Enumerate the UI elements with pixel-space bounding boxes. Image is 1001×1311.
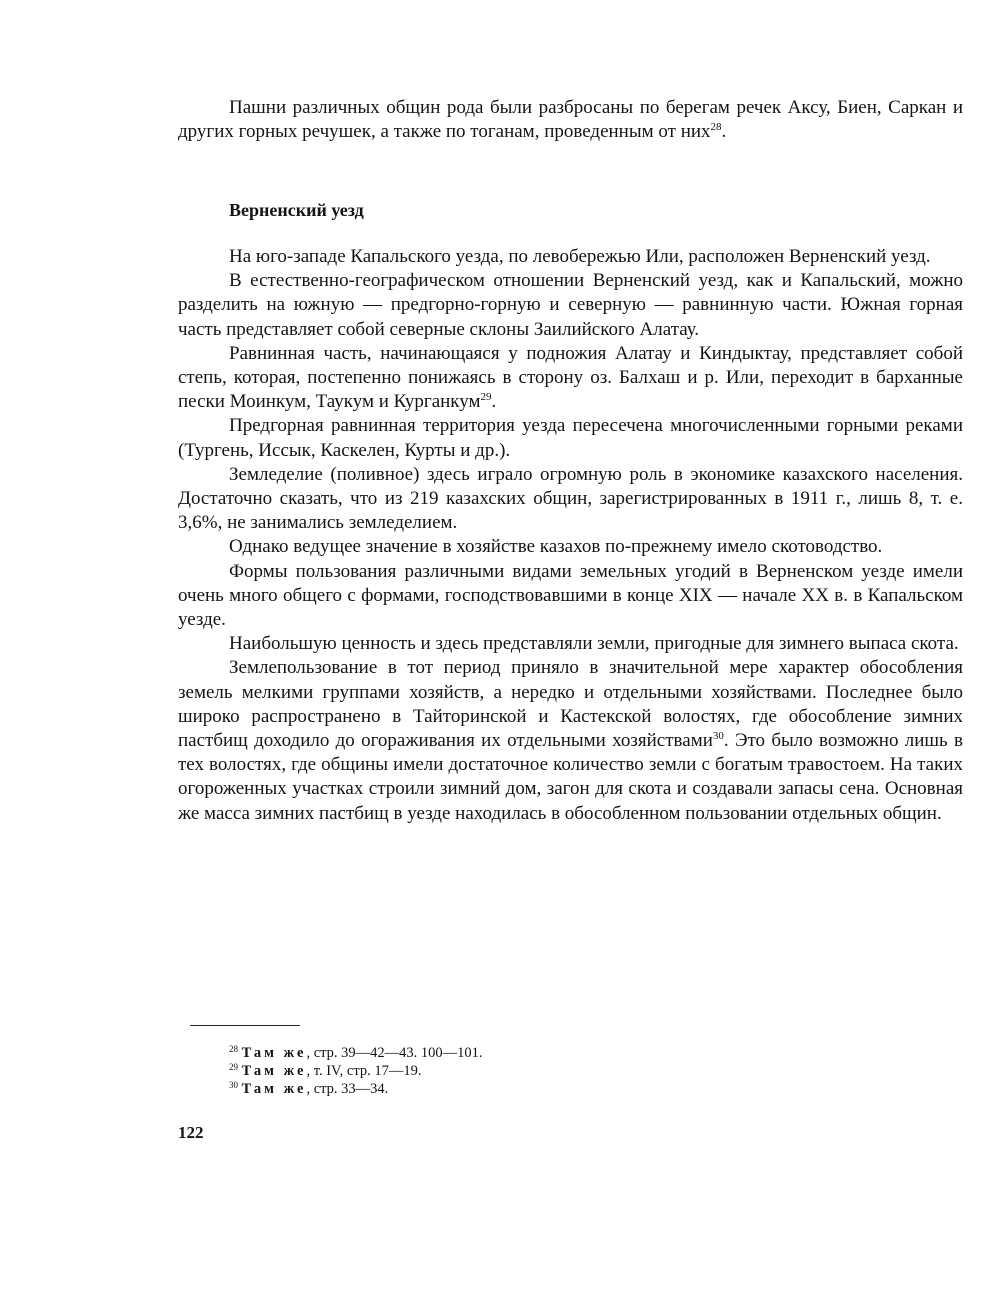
opening-paragraph [178, 96, 963, 144]
footnote [229, 1044, 483, 1062]
paragraph: Равнинная часть, начинающаяся у подножия Алатау и Киндыктау, представляет собой степь, которая, постепенно понижаясь в сторону оз. Балхаш и р. Или, переходит в барханные пески Моинкум, Таукум и Курганкум$^{29}$. [178, 342, 963, 413]
paragraph: Наибольшую ценность и здесь представляли земли, пригодные для зимнего выпаса скота. [229, 633, 959, 655]
footnote-text: , т. IV, стр. 17—19. [306, 1063, 422, 1079]
paragraph: Землепользование в тот период приняло в значительной мере характер обособления земель мелкими группами хозяйств, а нередко и отдельными хозяйствами. Последнее было широко распространено в Тайторинской и Кастекской волостях, где обособление зимних пастбищ доходило до огораживания их отдельными хозяйствами$^{30}$. Это было возможно лишь в тех волостях, где общины имели достаточное количество земли с богатым травостоем. На таких огороженных участках строили зимний дом, загон для скота и создавали запасы сена. Основная же масса зимних пастбищ в уезде находилась в обособленном пользовании отдельных общин. [178, 657, 963, 824]
footnote-text: , стр. 33—34. [306, 1081, 389, 1097]
footnote-divider [190, 1025, 300, 1026]
footnote-number: 29 [229, 1062, 238, 1072]
section-body [178, 245, 963, 826]
footnote-number: 28 [229, 1044, 238, 1054]
section-heading: Верненский уезд [229, 200, 364, 220]
footnote [229, 1062, 483, 1080]
footnote [229, 1080, 483, 1098]
footnotes [229, 1044, 483, 1098]
paragraph: Пашни различных общин рода были разбросаны по берегам речек Аксу, Биен, Саркан и других горных речушек, а также по тоганам, проведенным от них$^{28}$. [178, 97, 963, 143]
paragraph: Однако ведущее значение в хозяйстве казахов по-прежнему имело скотоводство. [229, 536, 883, 558]
paragraph: В естественно-географическом отношении Верненский уезд, как и Капальский, можно разделить на южную — предгорно-горную и северную — равнинную части. Южная горная часть представляет собой северные склоны Заилийского Алатау. [178, 270, 963, 340]
paragraph: Земледелие (поливное) здесь играло огромную роль в экономике казахского населения. Достаточно сказать, что из 219 казахских общин, зарегистрированных в 1911 г., лишь 8, т. е. 3,6%, не занимались земледелием. [178, 463, 963, 534]
paragraph: Формы пользования различными видами земельных угодий в Верненском уезде имели очень много общего с формами, господствовавшими в конце XIX — начале XX в. в Капальском уезде. [178, 560, 963, 631]
footnote-ref: 28 [710, 121, 722, 134]
footnote-ref: 30 [712, 730, 724, 743]
footnote-text: , стр. 39—42—43. 100—101. [306, 1045, 483, 1061]
footnote-source: Там же [241, 1045, 307, 1061]
footnote-number: 30 [229, 1080, 238, 1090]
footnote-source: Там же [241, 1063, 307, 1079]
footnote-source: Там же [241, 1081, 307, 1097]
paragraph: На юго-западе Капальского уезда, по левобережью Или, расположен Верненский уезд. [229, 246, 931, 267]
page-number: 122 [178, 1123, 204, 1142]
paragraph: Предгорная равнинная территория уезда пересечена многочисленными горными реками (Тургень, Иссык, Каскелен, Курты и др.). [178, 415, 963, 461]
footnote-ref: 29 [480, 391, 492, 404]
